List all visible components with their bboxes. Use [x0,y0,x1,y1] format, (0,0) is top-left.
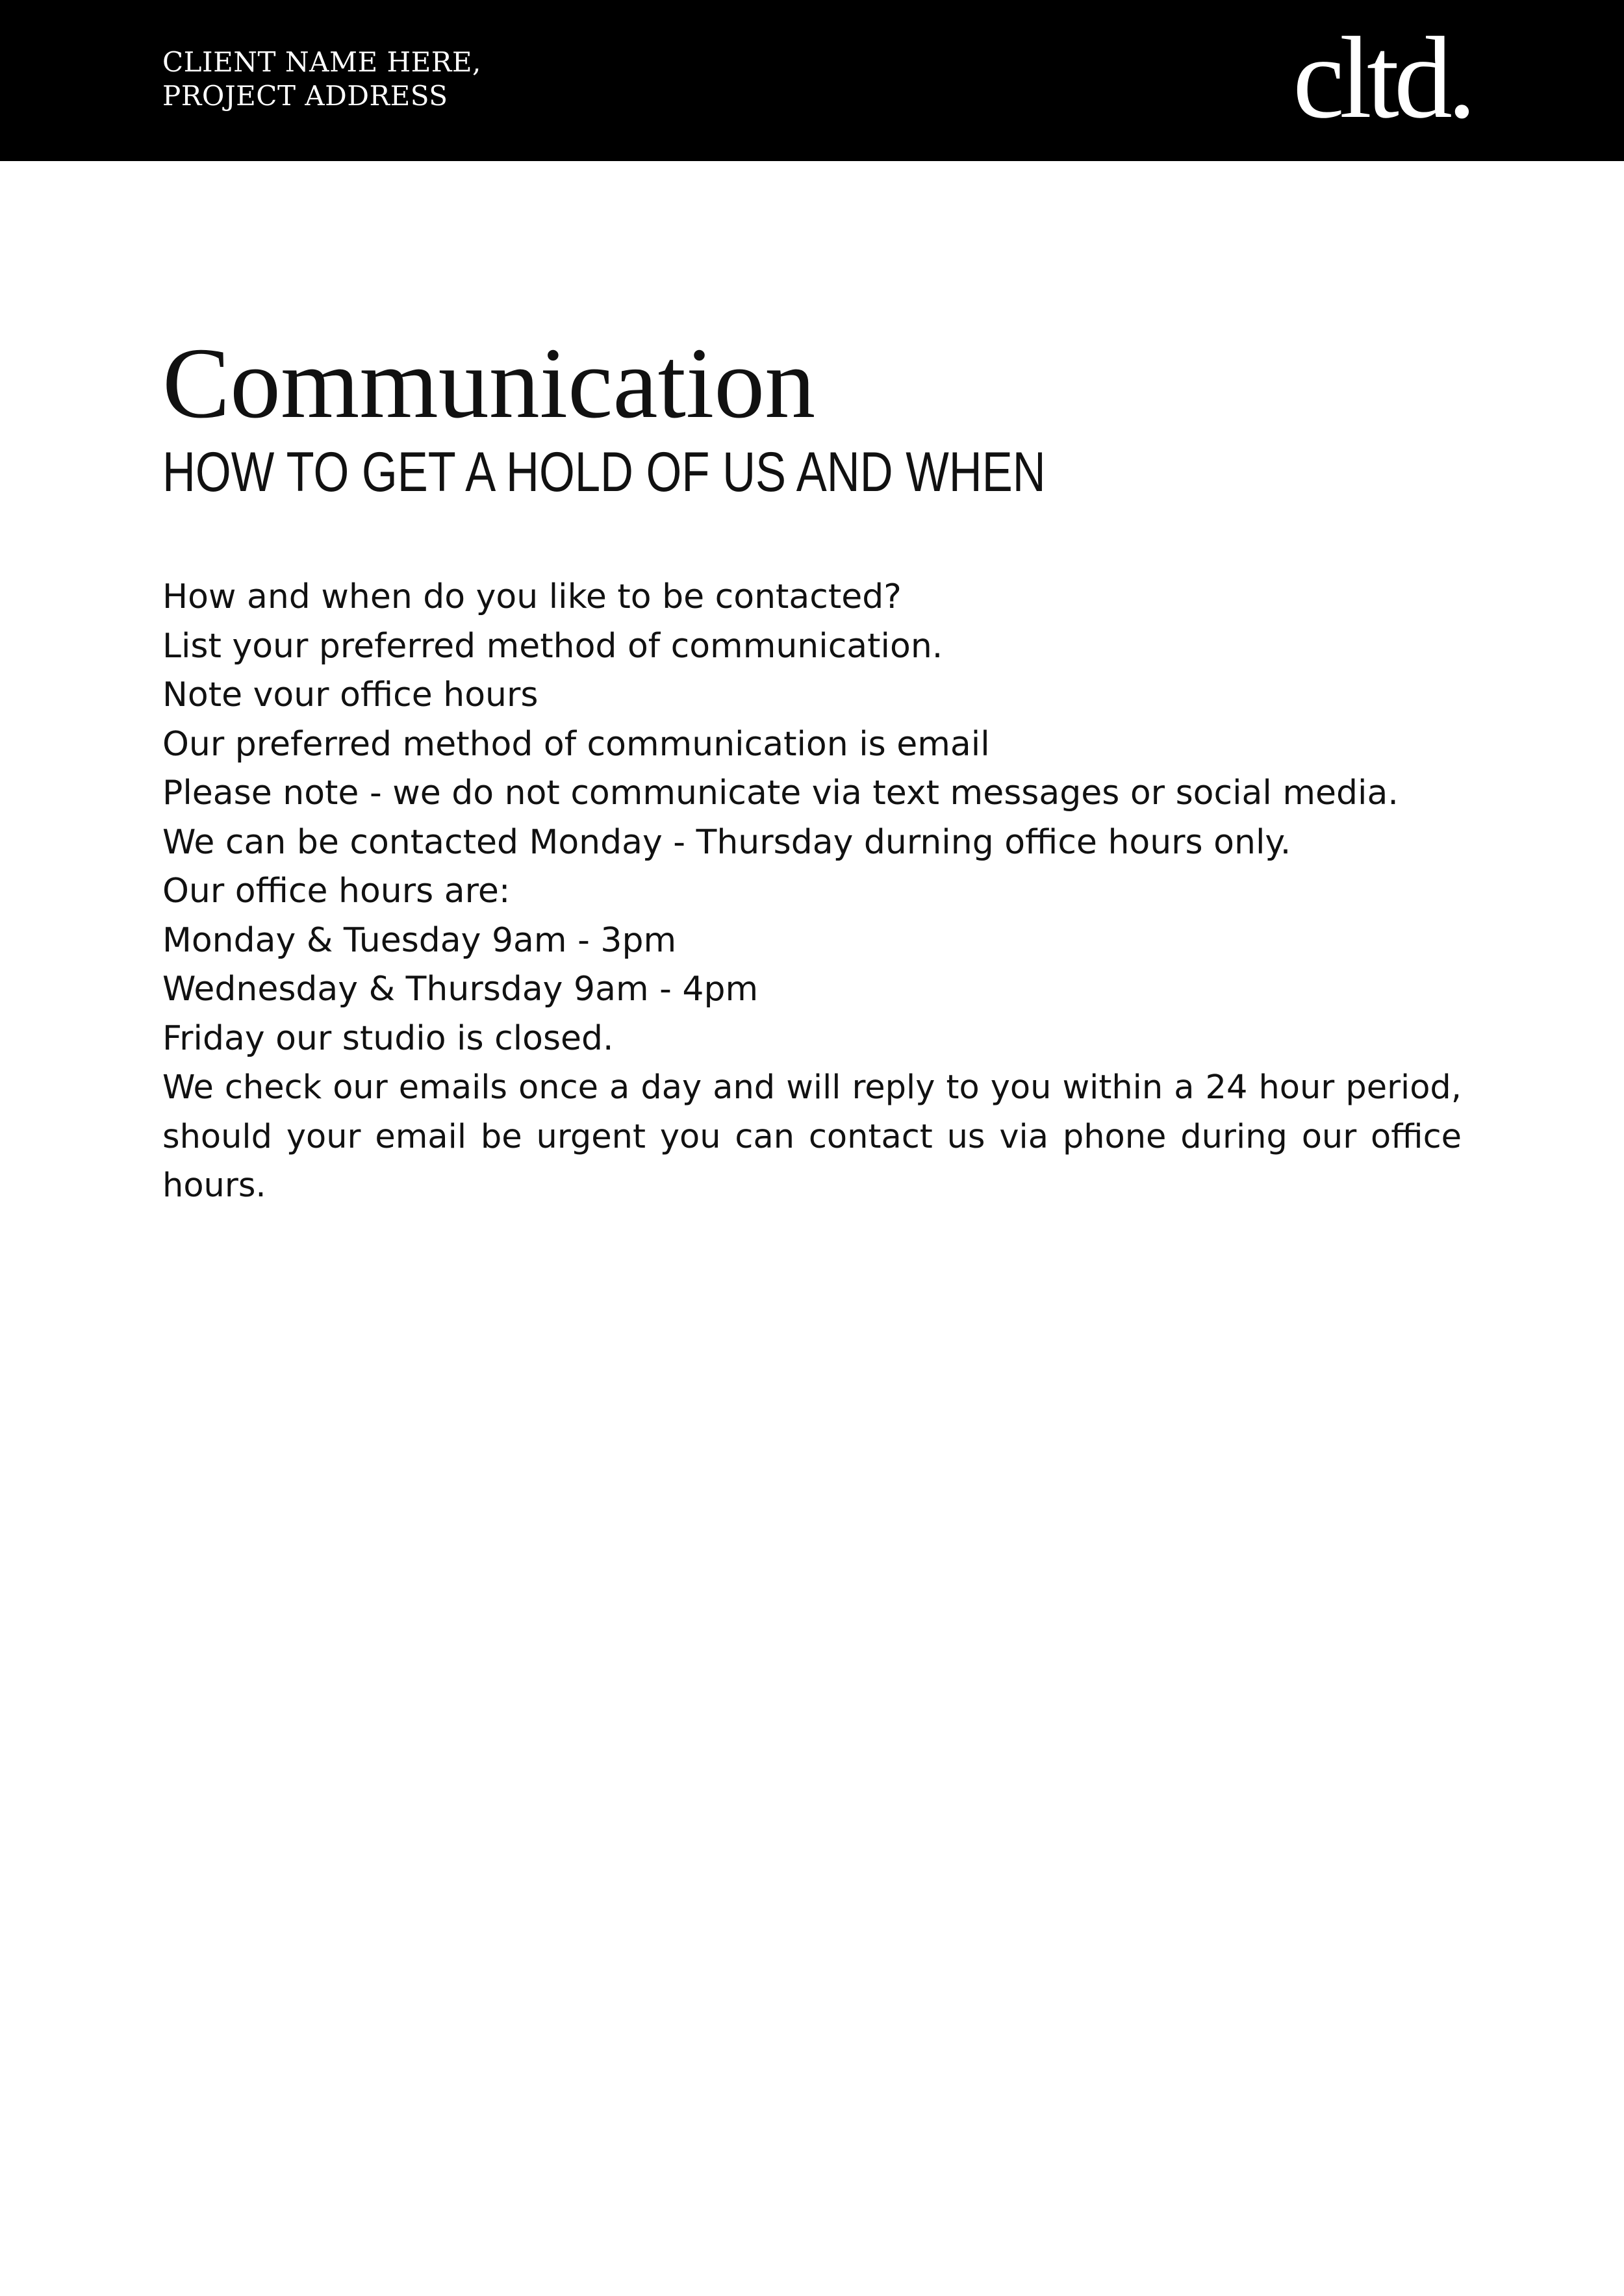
page-title: Communication [162,327,816,439]
body-line: How and when do you like to be contacted? [162,577,902,616]
body-line: Our office hours are: [162,872,511,911]
client-info [162,45,481,113]
header-bar [0,0,1624,161]
body-line: List your preferred method of communication. [162,626,943,666]
page-subtitle: HOW TO GET A HOLD OF US AND WHEN [162,441,1046,503]
closing-paragraph: We check our emails once a day and will reply to you within a 24 hour period, should your email be urgent you can contact us via phone during our office hours. [162,1068,1462,1205]
body-text [162,573,1462,1211]
client-name: CLIENT NAME HERE, [162,46,481,78]
body-line: Friday our studio is closed. [162,1018,614,1058]
body-line: Our preferred method of communication is email [162,724,990,764]
body-line: We can be contacted Monday - Thursday durning office hours only. [162,822,1291,862]
body-line: Note vour office hours [162,675,539,714]
body-line: Wednesday & Thursday 9am - 4pm [162,970,759,1009]
project-address: PROJECT ADDRESS [162,80,448,112]
body-line: Monday & Tuesday 9am - 3pm [162,920,677,960]
body-line: Please note - we do not communicate via text messages or social media. [162,774,1399,813]
logo: cltd. [1293,13,1471,142]
